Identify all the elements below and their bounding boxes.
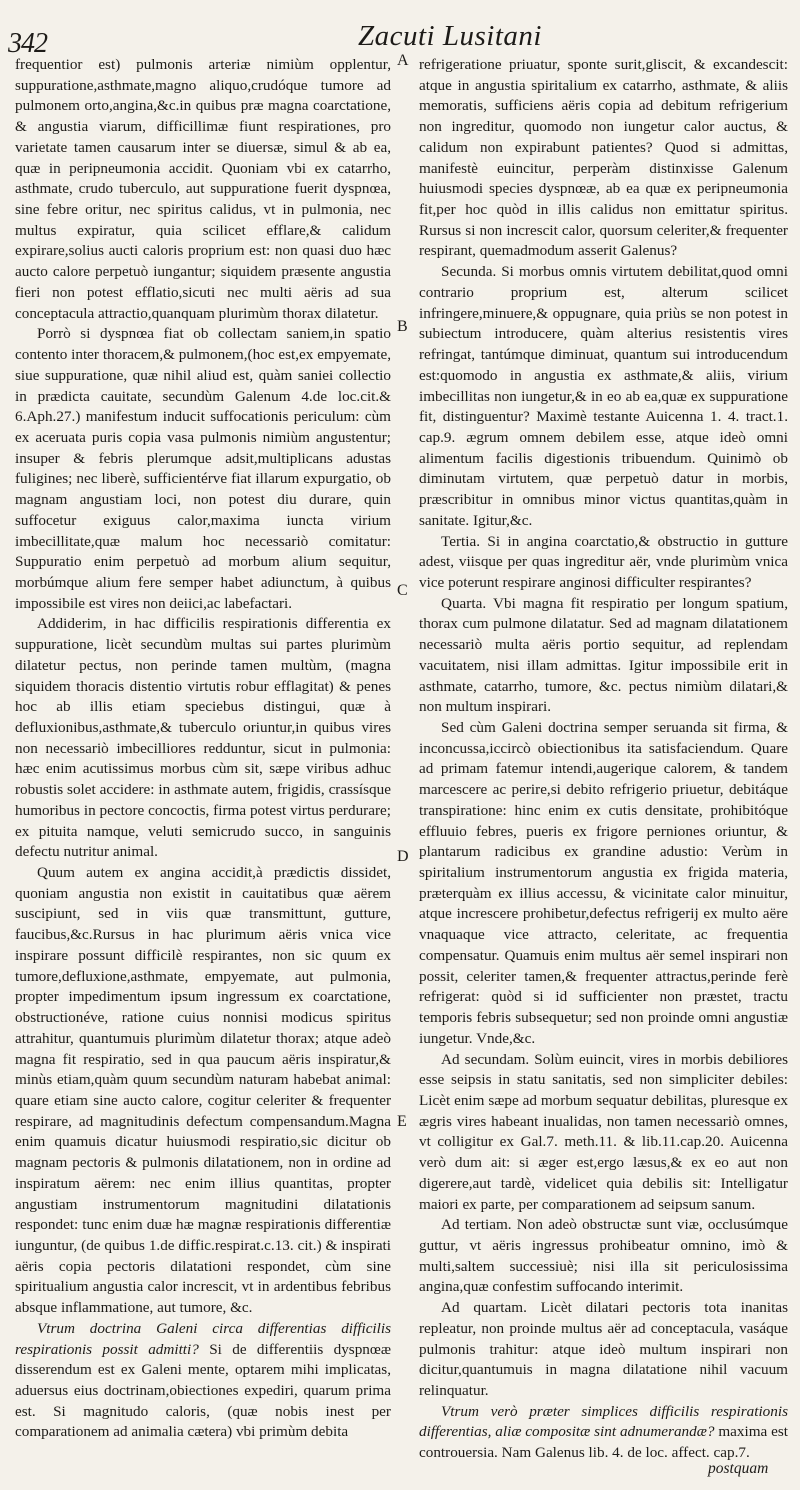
paragraph xyxy=(15,863,391,1319)
paragraph-text: frequentior est) pulmonis arteriæ nimiùm opplentur, suppuratione,asthmate,magno aliquo,crudóque tumore ad pulmonem orto,angina,&c.in quibus præ magna coarctatione, & angustia viarum, difficillimæ fiunt respirationes, pro varietate tamen causarum inter se diuersæ, simul & ab ea, quæ in peripneumonia accidit. Quoniam vbi ex catarrho, asthmate, crudo tuberculo, aut suppuratione fuerit dyspnœa, sine febre oritur, nec spiritus calidus, vt in pulmonia, nec multus expiratur, quia scilicet efflare,& calidum expirare,solius aucti caloris proprium est: non quasi duo hæc aucto calore perpetuò iungantur; siquidem præsente angustia fieri non potest efflatio,sicuti nec multi aëris ad sua conceptacula attractio,quanquam plurimùm thorax dilatetur. xyxy=(15,56,391,322)
paragraph-text: Addiderim, in hac difficilis respirationis differentia ex suppuratione, licèt secundùm multas sui partes plurimùm dilatetur pectus, non perinde tamen multùm, (magna siquidem thoracis distentio virtutis robur efflagitat) & penes hoc ab illis etiam speciebus distingui, quæ à defluxionibus,asthmate,& tuberculo oriuntur,in quibus vires non necessariò imbecilliores redduntur, sicut in pulmonia: hæc enim acutissimus morbus cùm sit, sæpe viribus adhuc robustis solet accidere: in asthmate autem, frigidis, crassísque humoribus in pectore concoctis, firma potest virtus perdurare; ex pituita namque, veluti semicrudo succo, in sanguinis defectu nutritur animal. xyxy=(15,615,391,861)
paragraph xyxy=(419,1298,788,1402)
right-text-column xyxy=(419,55,788,1464)
paragraph-text: Porrò si dyspnœa fiat ob collectam saniem,in spatio contento inter thoracem,& pulmonem,(hoc est,ex empyemate, siue suppuratione, quæ nihil aliud est, quàm saniei collectio in prædicta cauitate, secundùm Galenum 4.de loc.cit.& 6.Aph.27.) manifestum inducit suffocationis periculum: cùm ex aceruata puris copia vasa pulmonis nimiùm angustentur; insuper & febris plerumque adsit,multiplicans adustas fuligines; nec liberè, sufficientérve fiat illarum expurgatio, ob magnam angustiam loci, non potest diu durare, quin suffocetur exiguus calor,maxima iuncta virium imbecillitate,quæ malum hoc necessariò comitatur: Suppuratio enim perpetuò ad morbum alium sequitur, morbúmque alium fere semper habet adiunctum, à quibus impossibile est vires non deiici,ac labefactari. xyxy=(15,325,391,612)
margin-letter-d: D xyxy=(397,848,409,865)
margin-letter-b: B xyxy=(397,318,408,335)
paragraph xyxy=(15,324,391,614)
paragraph xyxy=(419,262,788,531)
paragraph-text: Sed cùm Galeni doctrina semper seruanda sit firma, & inconcussa,iccircò obiectionibus ita satisfaciendum. Quare ad primam fatemur intendi,augerique calorem, & tandem marcescere ac perire,si debito refrigerio priuetur, debitáque transpiratione: hinc enim ex cutis densitate, prohibitóque effluuio febres, pueris ex frigore perniones oriuntur, & plantarum radicibus ex grandine adustio: Verùm in spiritalium instrumentorum angustia ex frigida materia, præterquàm ex illius accessu, & vicinitate calor minuitur, atque increscere prohibetur,defectus refrigerij ex multo aëre vnaquaque vice attracto, celeritate, ac frequentia compensatur. Quamuis enim multus aër semel inspirari non possit, celeriter tamen,& frequenter attractus,perinde ferè refrigerat: quòd si id sufficienter non præstet, tractu temporis febris subsequetur; sed non proinde omni angustiæ iungetur. Vnde,&c. xyxy=(419,719,788,1047)
paragraph xyxy=(419,1215,788,1298)
margin-letter-e: E xyxy=(397,1113,407,1130)
paragraph xyxy=(419,532,788,594)
paragraph-text: Quum autem ex angina accidit,à prædictis dissidet, quoniam angustia non existit in cauitatibus quæ aërem suscipiunt, sed in viis quæ transmittunt, gutture, faucibus,&c.Rursus in hac plurimum aëris vnica vice inspirare possunt difficilè respirantes, non sic quum ex tumore,defluxione,asthmate, empyemate, aut pulmonia, propter impedimentum ipsum ingressum ex coarctatione, obstructionéve, ratione cuius nonnisi modicus spiritus attrahitur, quantumuis plurimùm dilatetur thorax; atque adeò magna fit respiratio, sed in qua paucum aëris inspiratur,& minùs etiam,quàm quum secundùm naturam habebat animal: quare etiam sine aucto calore, cogitur celeriter & frequenter respirare, ad magnitudinis defectum compensandum.Magna enim quamuis dicatur huiusmodi respiratio,sic dicitur ob magnam pectoris & pulmonis dilatationem, non in ordine ad inspiratum aërem: nec enim illius quantitas, propter angustiam instrumentorum magnitudini dilatationis respondet: tunc enim duæ hæ magnæ respirationis differentiæ iunguntur, (de quibus 1.de diffic.respirat.c.13. cit.) & inspirati aëris copia pectoris dilatationi respondet, cùm sine spiritualium angustia calor increscit, vt in ardentibus febribus absque inflammatione, aut tumore, &c. xyxy=(15,864,391,1317)
paragraph-text: Tertia. Si in angina coarctatio,& obstructio in gutture adest, viisque per quas ingreditur aër, vnde plurimùm vnica vice poterunt respirare anginosi difficulter respirantes? xyxy=(419,532,788,591)
paragraph xyxy=(15,1319,391,1443)
question-heading: Vtrum verò præter simplices difficilis respirationis differentias, aliæ compositæ sint adnumerandæ? xyxy=(419,1402,788,1441)
paragraph-text: Si de differentiis dyspnœæ disserendum est ex Galeni mente, optarem mihi implicatas, aduersus eius doctrinam,obiectiones expediri, quarum prima est. Si magnitudo caloris, (quæ nobis inest per comparationem ad animalia cætera) vbi primùm debita xyxy=(15,1340,391,1441)
paragraph-text: maxima est controuersia. Nam Galenus lib. 4. de loc. affect. cap.7. xyxy=(419,1423,788,1462)
question-heading: Vtrum doctrina Galeni circa differentias difficilis respirationis possit admitti? xyxy=(15,1319,391,1358)
paragraph-text: Quarta. Vbi magna fit respiratio per longum spatium, thorax cum pulmone dilatatur. Sed ad magnam dilatationem necessariò multa aëris portio sequitur, ad replendam vacuitatem, nisi illam admittas. Igitur impossibile erit in asthmate, catarrho, tumore, &c. pectus nimiùm dilatari,& non multum inspirari. xyxy=(419,594,788,716)
catchword: postquam xyxy=(708,1460,769,1477)
margin-letter-c: C xyxy=(397,582,408,599)
paragraph xyxy=(15,614,391,863)
paragraph-text: Secunda. Si morbus omnis virtutem debilitat,quod omni contrario proprium est, alterum scilicet infringere,minuere,& oppugnare, quia priùs se non potest in subiectum introducere, quàm alterius resistentis vires refringat, tantúmque diminuat, quantum sui introducendum est:quomodo in angustia ex asthmate,& aliis, virium imbecillitas non iungetur,& in eo ab ea,quæ ex suppuratione fit, distinguentur? Maximè testante Auicenna 1. 4. tract.1. cap.9. ægrum omnem debilem esse, atque ideò omni alimentum facilis digestionis tribuendum. Quinimò ob diminutam virtutem, quæ perpetuò datur in morbis, præscribitur in omnibus minor victus quantitas,quàm in sanitate. Igitur,&c. xyxy=(419,263,788,529)
paragraph xyxy=(419,55,788,262)
left-text-column xyxy=(15,55,391,1443)
paragraph-text: Ad secundam. Solùm euincit, vires in morbis debiliores esse seipsis in statu sanitatis, sed non simpliciter debiles: Licèt enim sæpe ad morbum sequatur debilitas, pluresque ex ægris vires habeant inualidas, non tamen necessariò omnes, vt colligitur ex Gal.7. meth.11. & lib.11.cap.20. Auicenna verò dum ait: si æger est,ergo læsus,& ex eo aut non digerere,aut tardè, videlicet quia debilis sit: Intelligatur maiori ex parte, per comparationem ad seipsum sanum. xyxy=(419,1050,788,1213)
paragraph xyxy=(419,1402,788,1464)
margin-letter-a: A xyxy=(397,52,409,69)
paragraph xyxy=(419,594,788,718)
page-number: 342 xyxy=(8,28,47,59)
paragraph-text: Ad tertiam. Non adeò obstructæ sunt viæ, occlusúmque guttur, vt aëris ingressus prohibeatur omnino, imò & multi,saltem successiuè; nisi illa sit periculosissima angina,quæ confestim suffocando interimit. xyxy=(419,1216,788,1296)
paragraph-text: refrigeratione priuatur, sponte surit,gliscit, & excandescit: atque in angustia spiritalium ex catarrho, asthmate, & aliis memoratis, sufficiens aëris copia ad debitum refrigerium non ingreditur, quomodo non iungetur calor auctus, & calidum non expirabunt patientes? Quod si admittas, manifestè euincitur, perperàm distinxisse Galenum huiusmodi species dyspnœæ, ab ea quæ ex peripneumonia fit,per hoc quòd in illis calidus non emittatur spiritus. Rursus si non increscit calor, quorsum celeriter,& frequenter respirant, quemadmodum asserit Galenus? xyxy=(419,56,788,260)
running-title: Zacuti Lusitani xyxy=(358,20,542,52)
paragraph xyxy=(419,1050,788,1216)
paragraph xyxy=(419,718,788,1050)
paragraph xyxy=(15,55,391,324)
paragraph-text: Ad quartam. Licèt dilatari pectoris tota inanitas repleatur, non proinde multus aër ad conceptacula, vasáque pulmonis trahitur: atque ideò multum inspirari non dicitur,quantumuis in magna dilatatione nihil vacuum relinquatur. xyxy=(419,1299,788,1399)
